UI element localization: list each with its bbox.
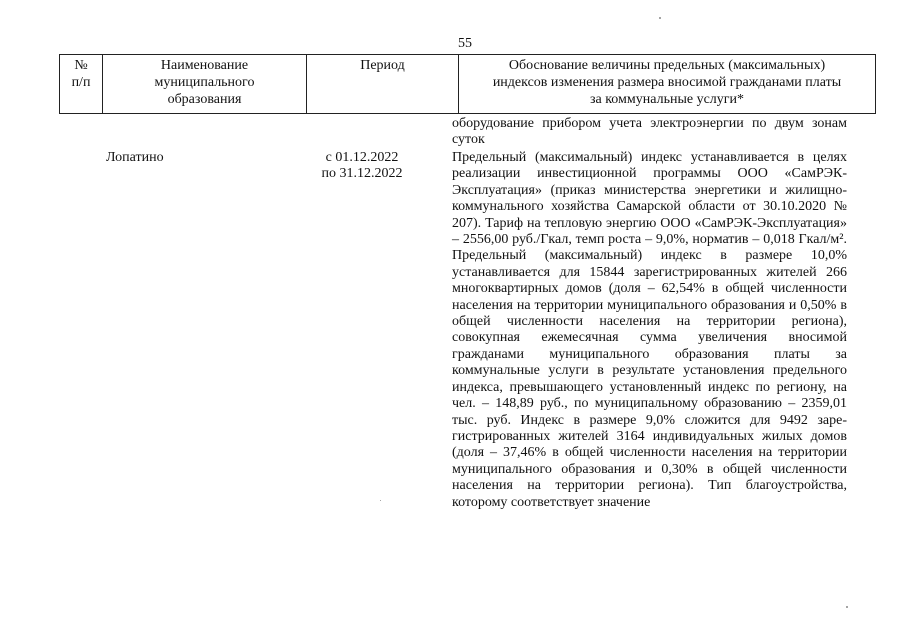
header-row <box>60 55 876 114</box>
municipality-name: Лопатино <box>106 150 164 165</box>
header-cell-number <box>60 55 103 114</box>
header-table <box>59 54 876 114</box>
period-cell <box>312 150 412 183</box>
header-cell-basis <box>459 55 876 114</box>
header-basis-label: Обоснование величины предельных (максимальных) индексов изменения размера вносимой гражданами платы за коммунальные услуги* <box>492 58 842 107</box>
basis-text: Предельный (максимальный) индекс устанавливается в целях реализации инвестиционной программы ООО «СамРЭК-Эксплуатация» (приказ министерства энергетики и жилищно-коммунального хозяйства Самарской области от 30.10.2020 № 207). Тариф на тепловую энергию ООО «СамРЭК-Эксплуатация» – 2556,00 руб./Гкал, темп роста – 9,0%, норматив – 0,018 Гкал/м². Предельный (максимальный) индекс в размере 10,0% устанавливается для 15844 зарегистрированных жителей 266 многоквартирных домов (доля – 62,54% в общей численности населения на территории муниципального образования и 0,50% в общей численности населения на территории региона), совокупная ежемесячная сумма увеличения вносимой гражданами муниципального образования платы за коммунальные услуги в результате установления предельного индекса, превышающего установленный индекс по региону, на чел. – 148,89 руб., по муниципальному образованию – 2359,01 тыс. руб. Индекс в размере 9,0% сложится для 9492 зарегистрированных жителей 3164 индивидуальных жилых домов (доля – 37,46% в общей численности населения на территории муниципального образования и 0,30% в общей численности населения на территории региона). Тип благоустройства, которому соответствует значение <box>452 150 847 510</box>
header-period-label: Период <box>360 58 405 73</box>
header-cell-period <box>307 55 459 114</box>
header-number-label: № п/п <box>71 58 91 90</box>
period-from: с 01.12.2022 <box>325 150 399 165</box>
period-to: по 31.12.2022 <box>321 166 403 182</box>
page-number: 55 <box>458 36 472 51</box>
scan-speck <box>380 500 381 501</box>
scan-speck <box>659 17 661 19</box>
header-cell-municipality <box>103 55 307 114</box>
continuation-text: оборудование прибором учета электроэнергии по двум зонам суток <box>452 116 847 148</box>
header-municipality-label: Наименование муниципального образования <box>154 58 255 107</box>
scan-speck <box>846 606 848 608</box>
